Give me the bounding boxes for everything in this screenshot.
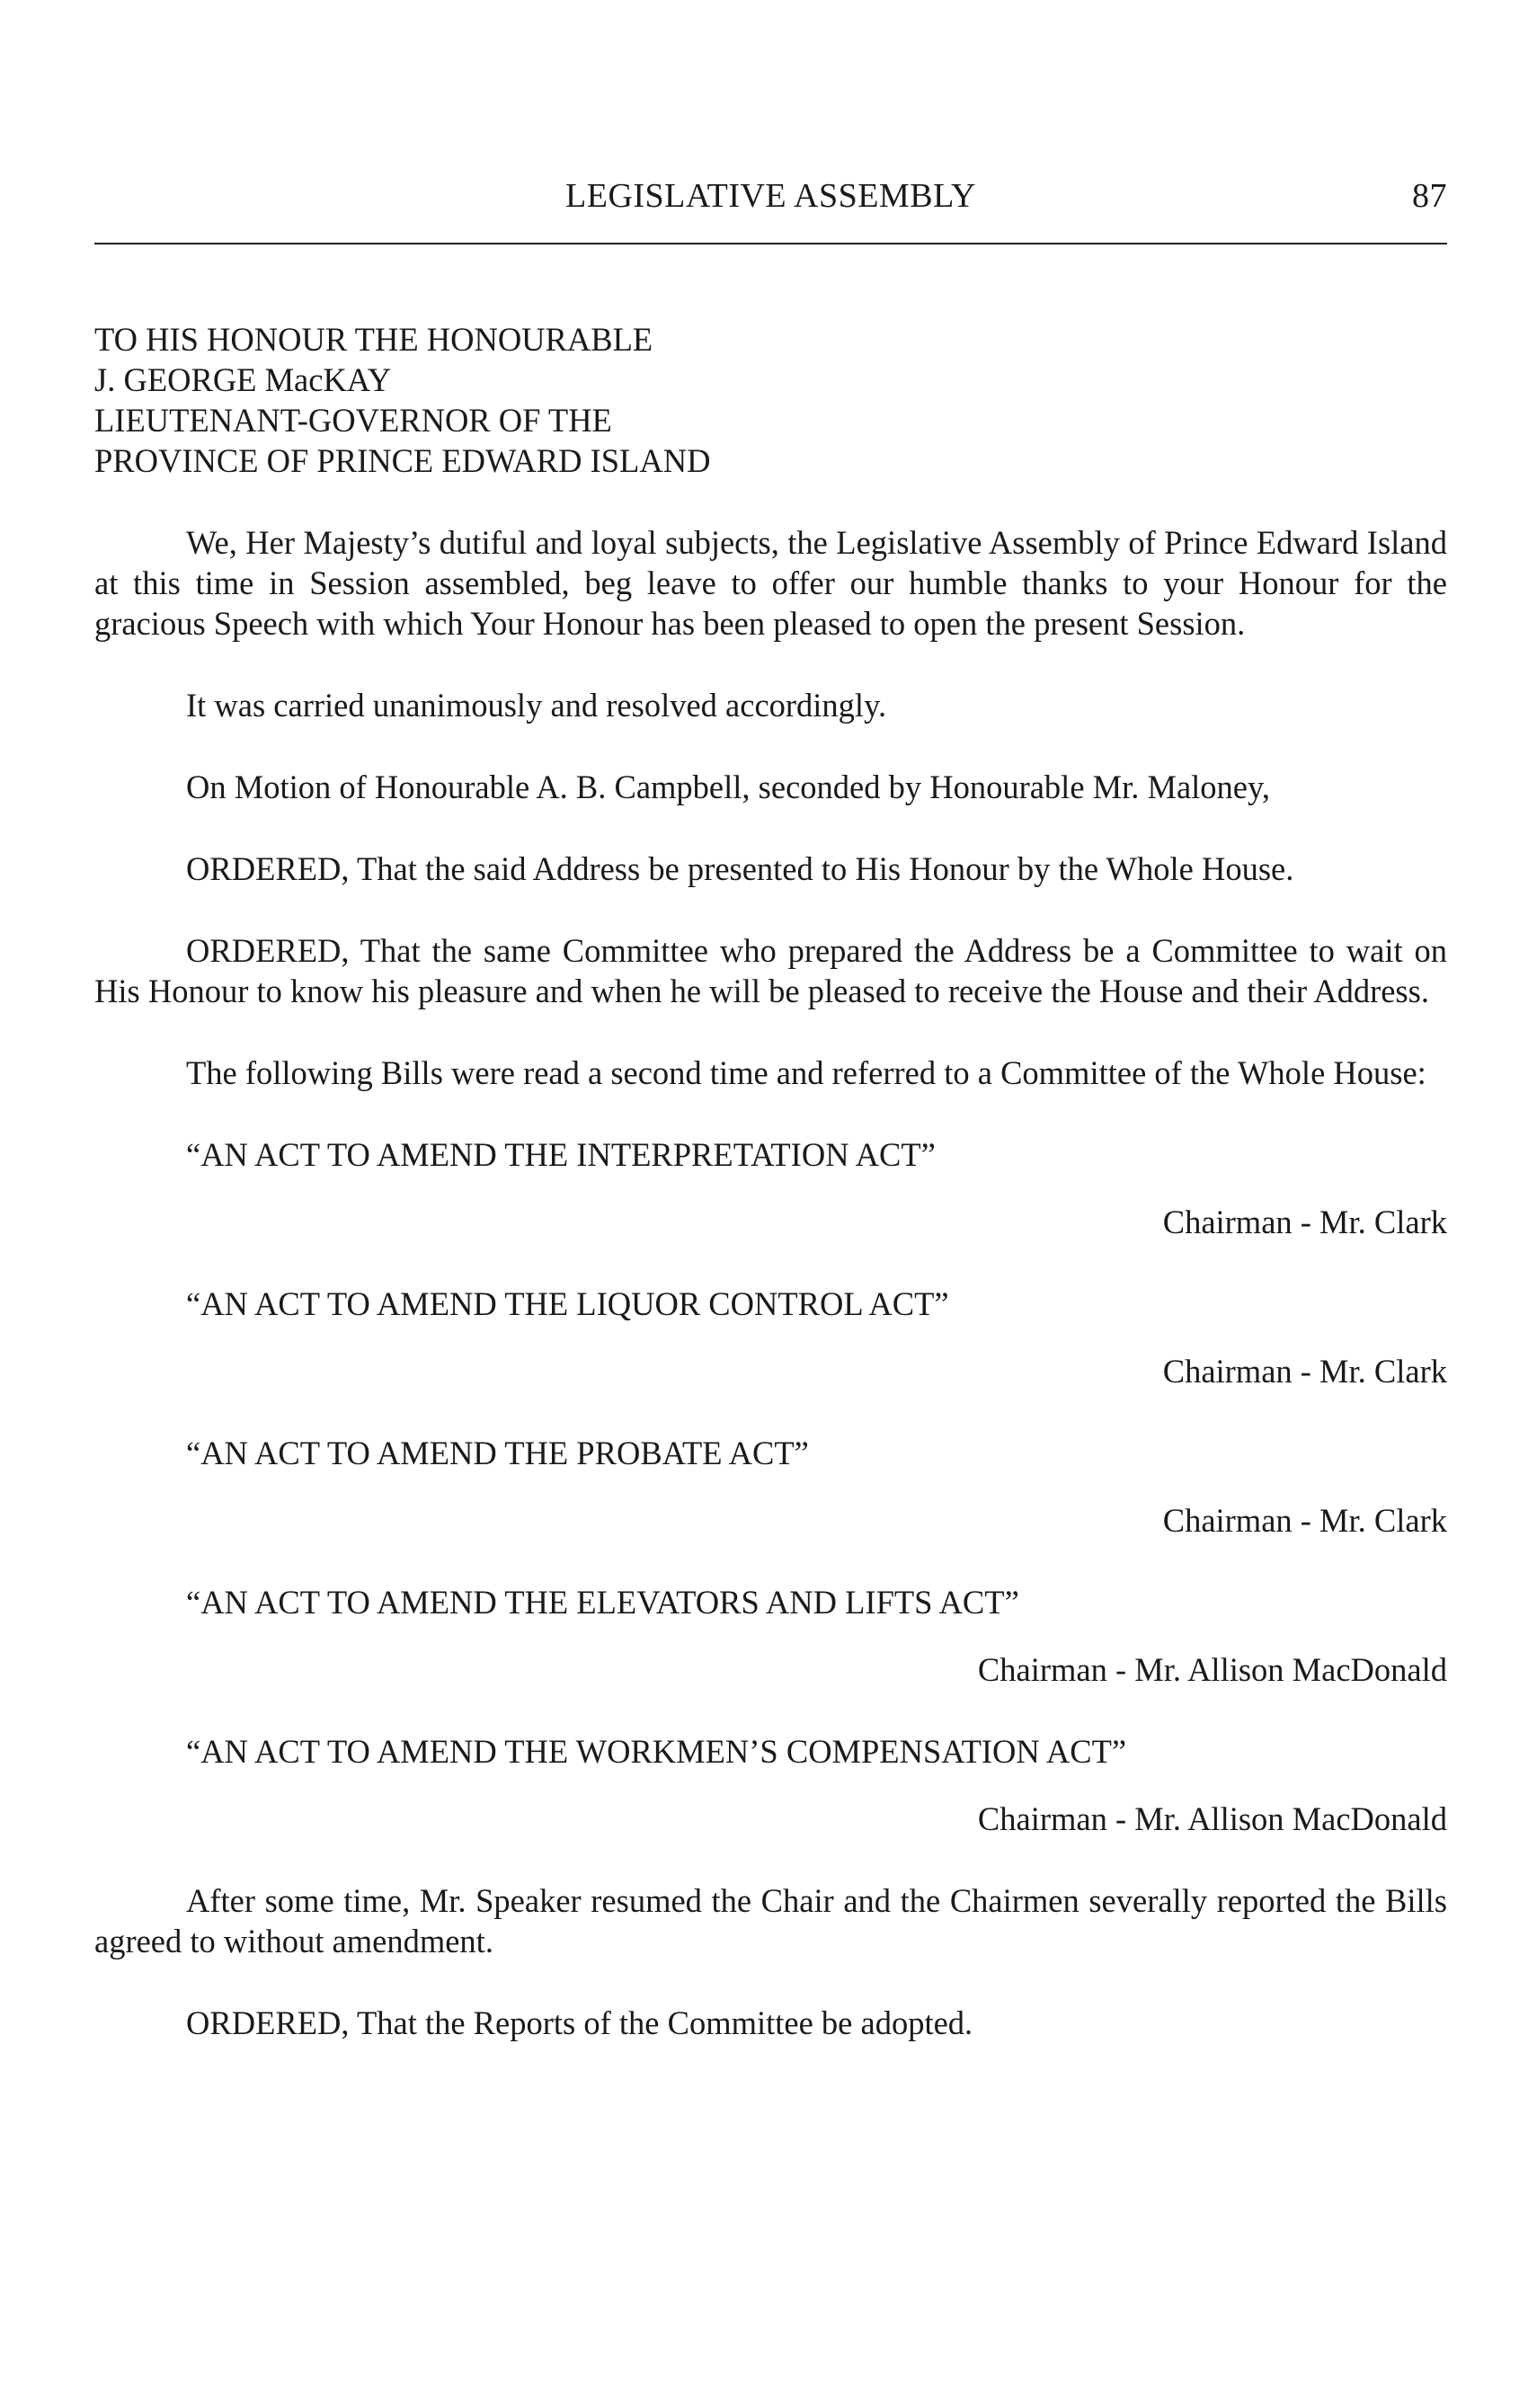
bill-title: “AN ACT TO AMEND THE PROBATE ACT” — [186, 1435, 809, 1471]
bill-title: “AN ACT TO AMEND THE WORKMEN’S COMPENSATION ACT” — [186, 1733, 1127, 1770]
page-number: 87 — [1412, 177, 1447, 215]
bill-chairman: Chairman - Mr. Allison MacDonald — [977, 1800, 1447, 1837]
bill-chairman: Chairman - Mr. Clark — [1162, 1502, 1447, 1539]
bill-title: “AN ACT TO AMEND THE INTERPRETATION ACT” — [186, 1136, 936, 1173]
address-line: J. GEORGE MacKAY — [94, 361, 392, 398]
order-paragraph: ORDERED, That the said Address be presented to His Honour by the Whole House. — [186, 850, 1294, 887]
bill-entry — [94, 1582, 1447, 1690]
header-rule — [94, 243, 1447, 244]
address-paragraph: We, Her Majesty’s dutiful and loyal subjects, the Legislative Assembly of Prince Edward Island at this time in Session assembled, beg leave to offer our humble thanks to your Honour for the gracious Speech with which Your Honour has been pleased to open the present Session. — [94, 524, 1447, 642]
bill-title: “AN ACT TO AMEND THE ELEVATORS AND LIFTS ACT” — [186, 1584, 1019, 1621]
bill-entry — [94, 1731, 1447, 1839]
document-body — [94, 319, 1447, 2084]
address-line: TO HIS HONOUR THE HONOURABLE — [94, 321, 653, 358]
order-paragraph: ORDERED, That the Reports of the Committee be adopted. — [186, 2004, 973, 2041]
address-line: PROVINCE OF PRINCE EDWARD ISLAND — [94, 442, 711, 479]
bill-entry — [94, 1284, 1447, 1391]
bill-chairman: Chairman - Mr. Clark — [1162, 1353, 1447, 1390]
motion-paragraph: On Motion of Honourable A. B. Campbell, seconded by Honourable Mr. Maloney, — [186, 769, 1270, 805]
resolution-paragraph: It was carried unanimously and resolved accordingly. — [186, 687, 887, 724]
order-paragraph: ORDERED, That the same Committee who prepared the Address be a Committee to wait on His Honour to know his pleasure and when he will be pleased to receive the House and their Address. — [94, 932, 1447, 1009]
bill-title: “AN ACT TO AMEND THE LIQUOR CONTROL ACT” — [186, 1285, 949, 1322]
bill-entry — [94, 1134, 1447, 1242]
bill-chairman: Chairman - Mr. Allison MacDonald — [977, 1651, 1447, 1688]
address-block — [94, 319, 1447, 481]
running-title: LEGISLATIVE ASSEMBLY — [565, 177, 976, 215]
bill-chairman: Chairman - Mr. Clark — [1162, 1204, 1447, 1240]
report-paragraph: After some time, Mr. Speaker resumed the Chair and the Chairmen severally reported the Bills agreed to without amendment. — [94, 1882, 1447, 1959]
bill-entry — [94, 1433, 1447, 1541]
page-header — [94, 176, 1447, 219]
bills-intro-paragraph: The following Bills were read a second time and referred to a Committee of the Whole House: — [186, 1054, 1426, 1091]
address-line: LIEUTENANT-GOVERNOR OF THE — [94, 402, 612, 439]
